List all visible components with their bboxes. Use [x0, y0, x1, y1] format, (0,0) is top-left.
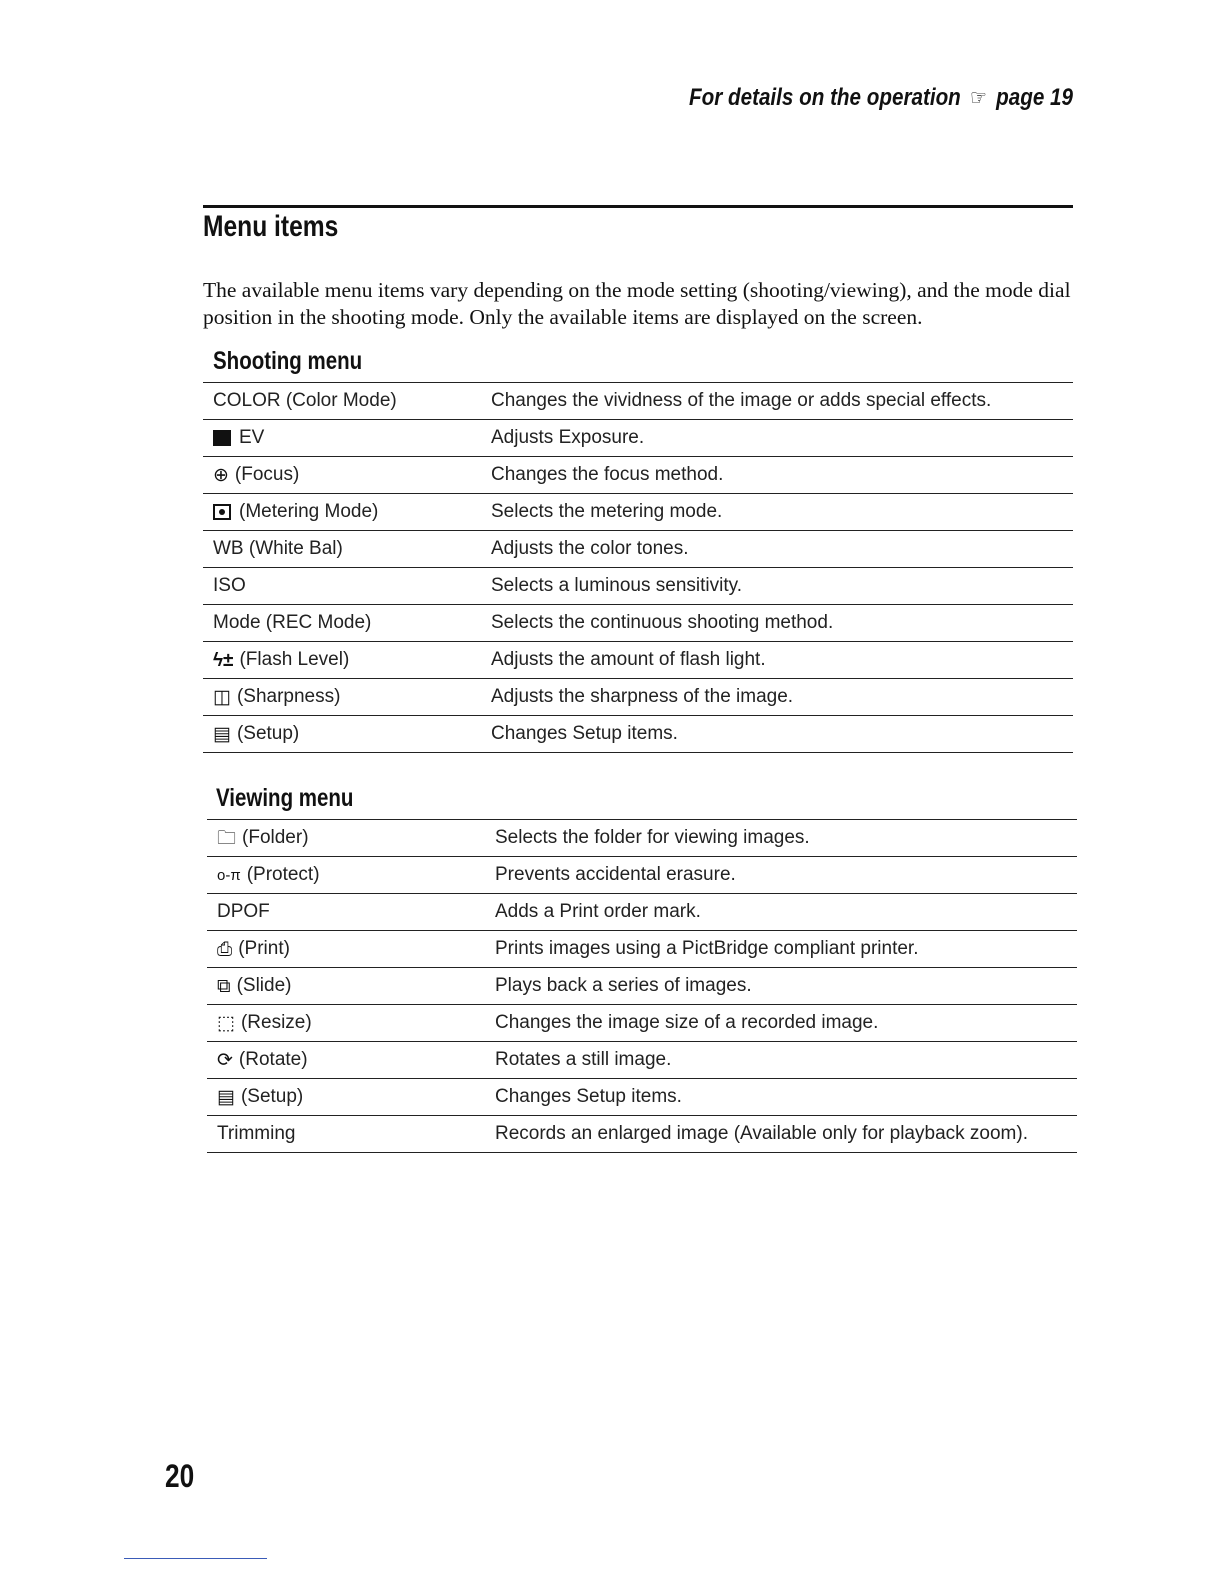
folder-icon: 🗀: [217, 827, 237, 849]
menu-item-name: 🗀 (Folder): [217, 827, 309, 849]
table-row: [207, 1079, 1077, 1116]
slide-icon: ⧉: [217, 975, 231, 997]
menu-item-description: Records an enlarged image (Available only for playback zoom).: [495, 1123, 1028, 1144]
menu-item-name: Trimming: [217, 1123, 296, 1144]
print-icon: ⎙: [217, 938, 233, 960]
page-reference: [666, 84, 1073, 112]
table-row: [207, 931, 1077, 968]
menu-item-description: Adjusts the sharpness of the image.: [491, 686, 794, 707]
menu-item-name: ISO: [213, 575, 246, 596]
menu-item-description: Adjusts Exposure.: [491, 427, 645, 448]
menu-item-description: Selects the metering mode.: [491, 501, 723, 522]
shooting-menu-table: [203, 382, 1073, 753]
menu-item-name: ⟳ (Rotate): [217, 1049, 308, 1071]
metering-icon: [213, 504, 231, 520]
menu-item-description: Adjusts the amount of flash light.: [491, 649, 766, 670]
table-row: [207, 1116, 1077, 1153]
table-row: [203, 568, 1073, 605]
menu-item-description: Prints images using a PictBridge compliant printer.: [495, 938, 919, 959]
menu-item-description: Adds a Print order mark.: [495, 901, 701, 922]
menu-item-name: (Metering Mode): [203, 501, 491, 523]
ev-icon: [213, 430, 231, 446]
menu-item-name: ◫ (Sharpness): [213, 686, 341, 708]
table-row: [203, 679, 1073, 716]
menu-item-name: COLOR (Color Mode): [213, 390, 397, 411]
table-row: [207, 1005, 1077, 1042]
menu-item-name: ⬚ (Resize): [217, 1012, 312, 1034]
page-number: 20: [165, 1458, 195, 1494]
menu-item-description: Selects the folder for viewing images.: [495, 827, 810, 848]
table-row: [203, 420, 1073, 457]
table-row: [203, 642, 1073, 679]
resize-icon: ⬚: [217, 1012, 235, 1034]
table-row: [207, 968, 1077, 1005]
menu-item-description: Prevents accidental erasure.: [495, 864, 736, 885]
page-reference-page: page 19: [996, 84, 1073, 111]
protect-icon: o-π: [217, 866, 241, 884]
table-row: [203, 605, 1073, 642]
menu-item-name: ▤ (Setup): [213, 723, 300, 745]
menu-item-description: Changes Setup items.: [491, 723, 678, 744]
focus-icon: ⊕: [213, 464, 229, 486]
pointing-hand-icon: ☞: [969, 85, 987, 110]
menu-item-description: Changes Setup items.: [495, 1086, 682, 1107]
menu-item-description: Changes the image size of a recorded image.: [495, 1012, 879, 1033]
menu-item-name: EV: [203, 427, 491, 449]
menu-item-name: ▤ (Setup): [217, 1086, 304, 1108]
menu-item-name: WB (White Bal): [213, 538, 343, 559]
viewing-menu-table: [207, 819, 1077, 1153]
page-reference-prefix: For details on the operation: [689, 84, 961, 111]
menu-item-description: Plays back a series of images.: [495, 975, 752, 996]
table-row: [203, 716, 1073, 753]
menu-item-description: Rotates a still image.: [495, 1049, 672, 1070]
footer-divider: [124, 1558, 267, 1559]
menu-item-name: DPOF: [217, 901, 270, 922]
menu-item-description: Changes the focus method.: [491, 464, 724, 485]
intro-paragraph: The available menu items vary depending on the mode setting (shooting/viewing), and the mode dial position in the shooting mode. Only the available items are displayed on the screen.: [203, 278, 1071, 329]
menu-item-description: Adjusts the color tones.: [491, 538, 689, 559]
rotate-icon: ⟳: [217, 1049, 233, 1071]
table-row: [203, 494, 1073, 531]
menu-item-name: ϟ± (Flash Level): [213, 649, 350, 671]
menu-item-name: o-π (Protect): [217, 864, 320, 885]
table-row: [203, 457, 1073, 494]
table-row: [207, 857, 1077, 894]
table-row: [207, 1042, 1077, 1079]
menu-item-description: Selects a luminous sensitivity.: [491, 575, 742, 596]
flash-level-icon: ϟ±: [213, 649, 234, 671]
menu-item-description: Changes the vividness of the image or adds special effects.: [491, 390, 992, 411]
table-row: [207, 820, 1077, 857]
menu-item-name: Mode (REC Mode): [213, 612, 372, 633]
menu-item-name: ⎙ (Print): [217, 938, 290, 960]
setup-icon: ▤: [217, 1086, 235, 1108]
section-title: Menu items: [203, 210, 339, 243]
menu-item-description: Selects the continuous shooting method.: [491, 612, 834, 633]
section-divider: [203, 205, 1073, 208]
menu-item-name: ⊕ (Focus): [213, 464, 300, 486]
menu-item-name: ⧉ (Slide): [217, 975, 292, 997]
sharpness-icon: ◫: [213, 686, 231, 708]
table-row: [207, 894, 1077, 931]
shooting-menu-heading: Shooting menu: [213, 347, 363, 375]
viewing-menu-heading: Viewing menu: [216, 784, 354, 812]
table-row: [203, 531, 1073, 568]
setup-icon: ▤: [213, 723, 231, 745]
table-row: [203, 383, 1073, 420]
